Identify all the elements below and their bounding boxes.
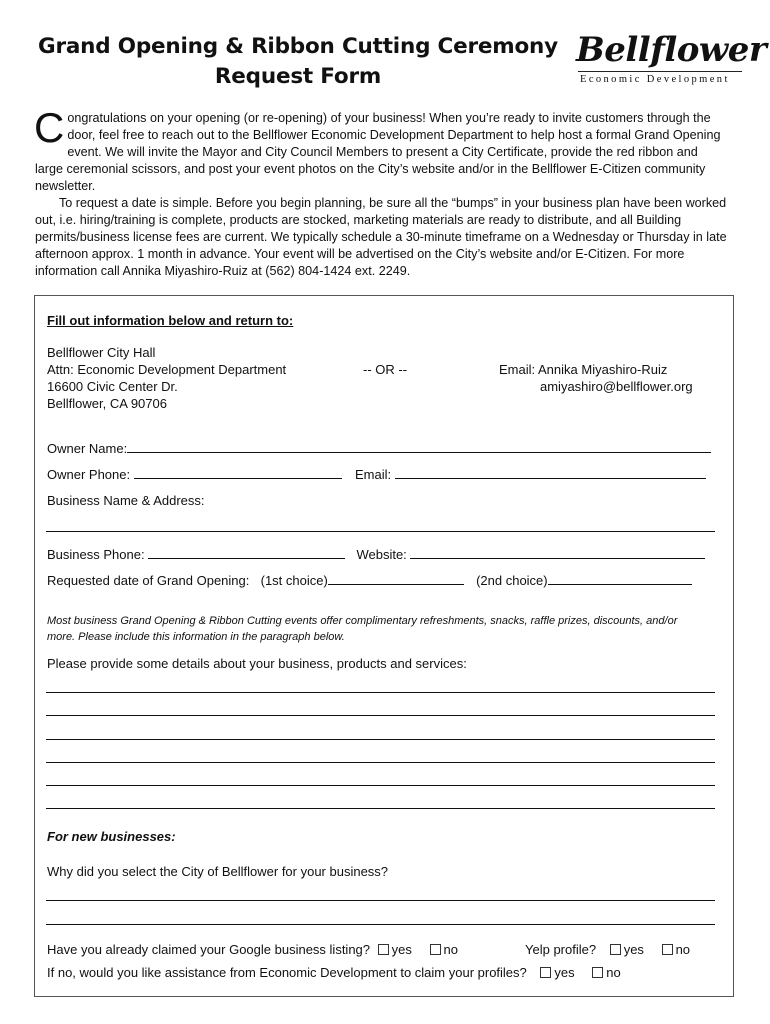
yelp-profile-question: Yelp profile?	[525, 942, 597, 957]
google-no-label: no	[443, 942, 458, 957]
website-field[interactable]	[410, 545, 705, 559]
refreshments-note: Most business Grand Opening & Ribbon Cutting events offer complimentary refreshments, snacks, raffle prizes, discounts, and/or more. Please include this information in the paragraph below.	[47, 615, 678, 643]
second-choice-label: (2nd choice)	[476, 573, 548, 588]
yelp-yes-checkbox[interactable]	[610, 944, 621, 955]
email-field[interactable]	[395, 465, 706, 479]
first-choice-field[interactable]	[328, 571, 464, 585]
assist-no-checkbox[interactable]	[592, 967, 603, 978]
assist-no-label: no	[606, 965, 621, 980]
or-separator: -- OR --	[363, 362, 408, 377]
owner-name-label: Owner Name:	[47, 441, 128, 456]
bellflower-logo	[576, 30, 767, 90]
email-contact-name: Email: Annika Miyashiro-Ruiz	[499, 362, 668, 377]
new-businesses-heading: For new businesses:	[47, 829, 176, 844]
logo-divider	[578, 71, 742, 72]
details-prompt: Please provide some details about your business, products and services:	[47, 656, 467, 671]
details-line-1[interactable]	[46, 692, 715, 693]
yelp-yes-label: yes	[623, 942, 644, 957]
logo-subtitle: Economic Development	[580, 74, 730, 85]
assistance-question: If no, would you like assistance from Economic Development to claim your profiles?	[47, 965, 527, 980]
why-line-1[interactable]	[46, 900, 715, 901]
business-phone-label: Business Phone:	[47, 547, 145, 562]
google-yes-checkbox[interactable]	[378, 944, 389, 955]
owner-phone-field[interactable]	[134, 465, 342, 479]
intro-paragraph-2: To request a date is simple. Before you begin planning, be sure all the “bumps” in your business plan have been worked out, i.e. hiring/training is complete, products are stocked, marketing materials are ready to distribute, and all Building permits/business license fees are current. We typically schedule a 30-minute timeframe on a Wednesday or Thursday in late afternoon approx. 1 month in advance. Your event will be advertised on the City’s website and/or E-Citizen. For more information call Annika Miyashiro-Ruiz at (562) 804-1424 ext. 2249.	[35, 196, 727, 278]
yelp-profile-row	[525, 941, 690, 958]
assistance-row	[47, 964, 621, 981]
second-choice-field[interactable]	[548, 571, 692, 585]
details-line-2[interactable]	[46, 715, 715, 716]
requested-date-label: Requested date of Grand Opening:	[47, 573, 250, 588]
address-line-4: Bellflower, CA 90706	[47, 396, 167, 411]
yelp-no-checkbox[interactable]	[662, 944, 673, 955]
first-choice-label: (1st choice)	[260, 573, 328, 588]
owner-phone-label: Owner Phone:	[47, 467, 131, 482]
form-heading: Fill out information below and return to:	[47, 313, 294, 328]
business-name-address-field[interactable]	[46, 531, 715, 532]
intro-text	[34, 104, 729, 280]
form-title	[28, 32, 568, 92]
why-line-2[interactable]	[46, 924, 715, 925]
email-label: Email:	[354, 467, 392, 482]
details-line-6[interactable]	[46, 808, 715, 809]
assist-yes-checkbox[interactable]	[540, 967, 551, 978]
requested-date-row	[47, 571, 692, 589]
details-line-4[interactable]	[46, 762, 715, 763]
address-line-2: Attn: Economic Development Department	[47, 362, 287, 377]
google-no-checkbox[interactable]	[430, 944, 441, 955]
owner-name-field[interactable]	[127, 439, 711, 453]
title-line-1: Grand Opening & Ribbon Cutting Ceremony	[38, 34, 558, 59]
business-name-address-label: Business Name & Address:	[47, 493, 205, 508]
why-bellflower-question: Why did you select the City of Bellflower for your business?	[47, 864, 389, 879]
logo-name: Bellflower	[576, 30, 767, 70]
website-label: Website:	[356, 547, 407, 562]
email-contact-address[interactable]: amiyashiro@bellflower.org	[540, 379, 693, 394]
drop-cap: C	[34, 104, 65, 151]
google-yes-label: yes	[391, 942, 412, 957]
business-phone-field[interactable]	[148, 545, 345, 559]
yelp-no-label: no	[675, 942, 691, 957]
google-listing-question: Have you already claimed your Google business listing?	[47, 942, 371, 957]
title-line-2: Request Form	[214, 64, 382, 89]
address-line-3: 16600 Civic Center Dr.	[47, 379, 178, 394]
intro-paragraph-1: Congratulations on your opening (or re-opening) of your business! When you’re ready to invite customers through the door, feel free to reach out to the Bellflower Economic Development Department to help host a formal Grand Opening event. We will invite the Mayor and City Council Members to present a City Certificate, provide the red ribbon and large ceremonial scissors, and post your event photos on the City’s website and/or in the Bellflower E-Citizen community newsletter.	[34, 104, 721, 193]
owner-name-row	[47, 439, 711, 457]
google-listing-row	[47, 941, 458, 958]
owner-phone-row	[47, 465, 706, 483]
assist-yes-label: yes	[554, 965, 575, 980]
details-line-3[interactable]	[46, 739, 715, 740]
details-line-5[interactable]	[46, 785, 715, 786]
address-line-1: Bellflower City Hall	[47, 345, 156, 360]
business-phone-row	[47, 545, 705, 563]
